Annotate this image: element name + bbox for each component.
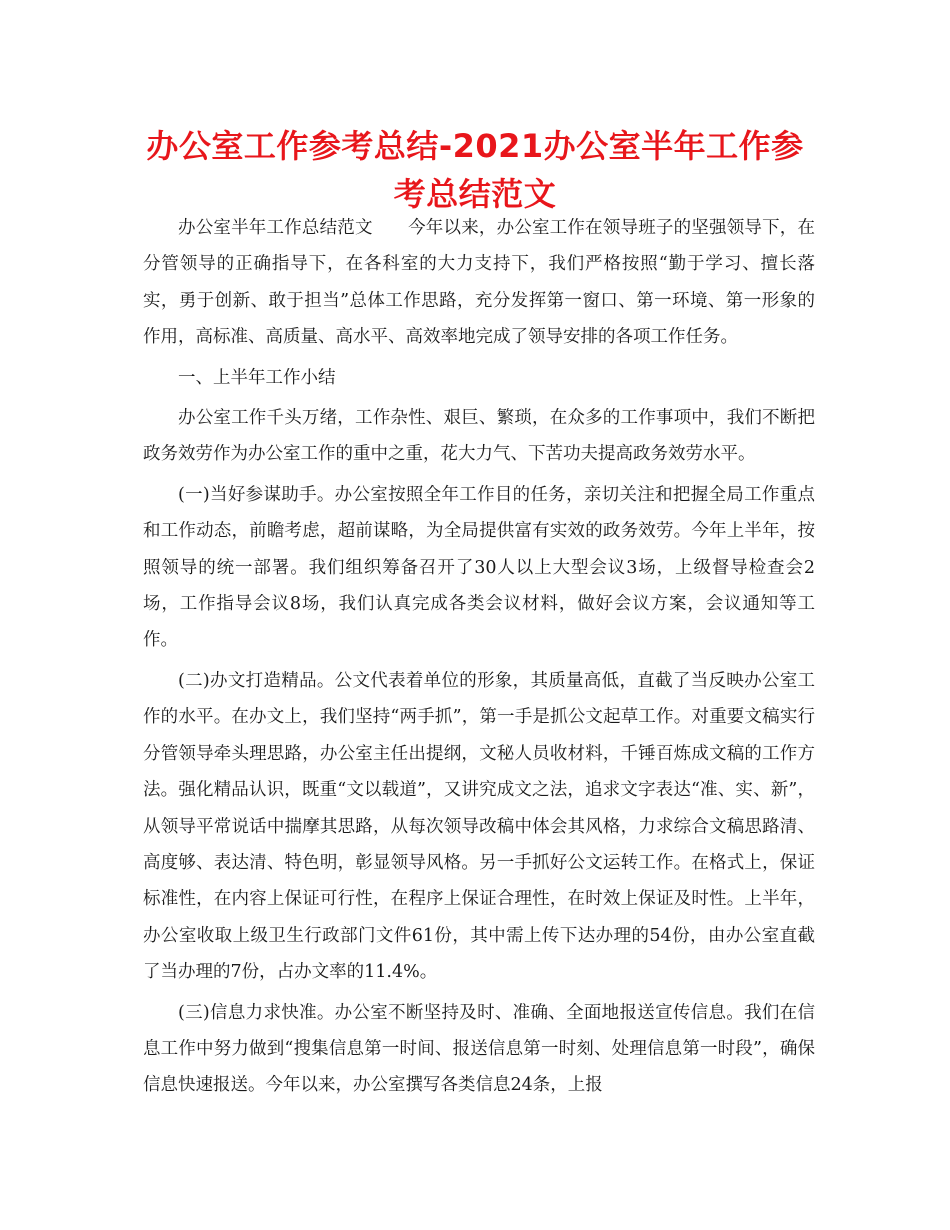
- section-heading-1: 一、上半年工作小结: [178, 367, 336, 388]
- paragraph-item-3: (三)信息力求快准。办公室不断坚持及时、准确、全面地报送宣传信息。我们在信息工作中努力做到“搜集信息第一时间、报送信息第一时刻、处理信息第一时段”，确保信息快速报送。今年以来，办公室撰写各类信息24条，上报: [143, 1002, 815, 1096]
- document-title: 办公室工作参考总结-2021办公室半年工作参考总结范文: [146, 127, 804, 213]
- document-body: [143, 210, 815, 1104]
- paragraph-section-1-summary: 办公室工作千头万绪，工作杂性、艰巨、繁琐，在众多的工作事项中，我们不断把政务效劳作为办公室工作的重中之重，花大力气、下苦功夫提高政务效劳水平。: [143, 408, 815, 465]
- paragraph-intro: 办公室半年工作总结范文 今年以来，办公室工作在领导班子的坚强领导下，在分管领导的正确指导下，在各科室的大力支持下，我们严格按照“勤于学习、擅长落实，勇于创新、敢于担当”总体工作思路，充分发挥第一窗口、第一环境、第一形象的作用，高标准、高质量、高水平、高效率地完成了领导安排的各项工作任务。: [143, 218, 815, 348]
- paragraph-item-1: (一)当好参谋助手。办公室按照全年工作目的任务，亲切关注和把握全局工作重点和工作动态，前瞻考虑，超前谋略，为全局提供富有实效的政务效劳。今年上半年，按照领导的统一部署。我们组织筹备召开了30人以上大型会议3场，上级督导检查会2场，工作指导会议8场，我们认真完成各类会议材料，做好会议方案，会议通知等工作。: [143, 484, 815, 651]
- paragraph-item-2: (二)办文打造精品。公文代表着单位的形象，其质量高低，直截了当反映办公室工作的水平。在办文上，我们坚持“两手抓”，第一手是抓公文起草工作。对重要文稿实行分管领导牵头理思路，办公室主任出提纲，文秘人员收材料，千锤百炼成文稿的工作方法。强化精品认识，既重“文以载道”，又讲究成文之法，追求文字表达“准、实、新”，从领导平常说话中揣摩其思路，从每次领导改稿中体会其风格，力求综合文稿思路清、高度够、表达清、特色明，彰显领导风格。另一手抓好公文运转工作。在格式上，保证标准性，在内容上保证可行性，在程序上保证合理性，在时效上保证及时性。上半年，办公室收取上级卫生行政部门文件61份，其中需上传下达办理的54份，由办公室直截了当办理的7份，占办文率的11.4%。: [143, 670, 815, 983]
